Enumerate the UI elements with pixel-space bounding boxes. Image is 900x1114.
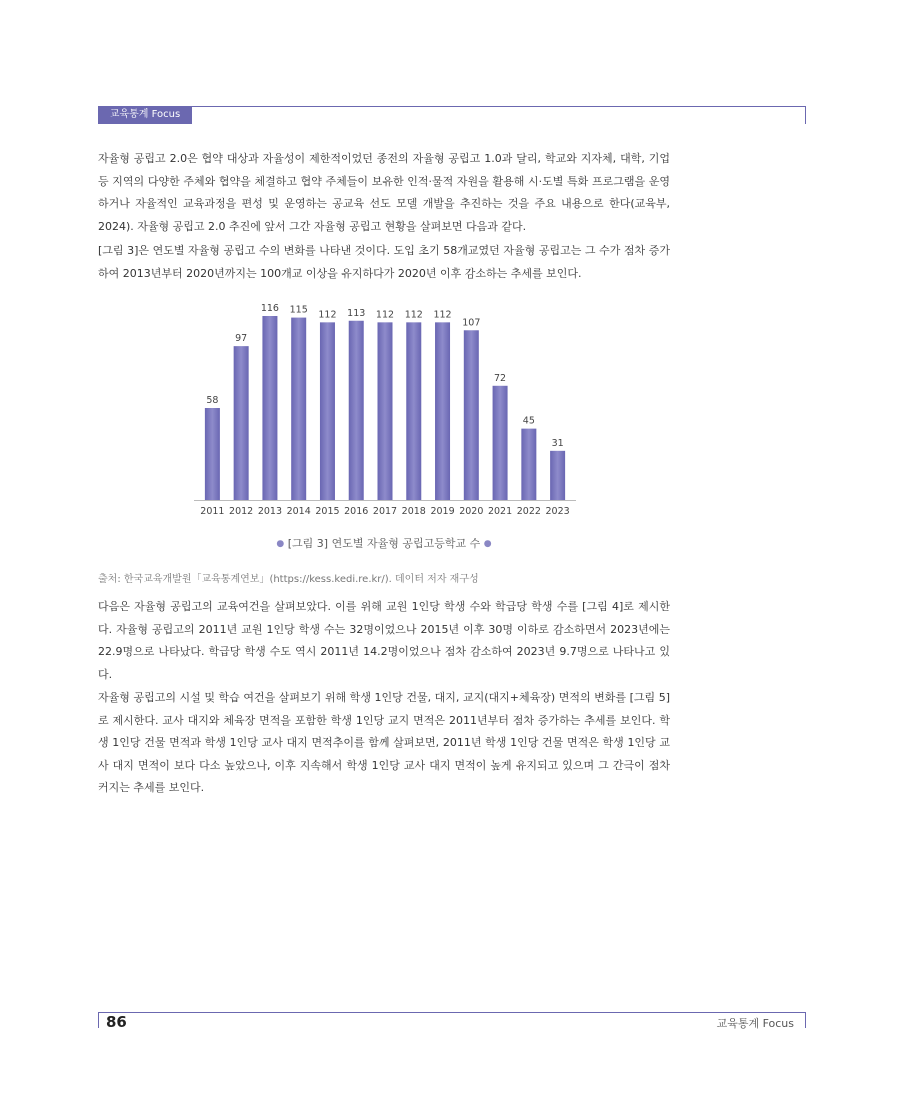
data-label-2019: 112 [433,309,452,321]
bar-2023 [550,451,565,500]
bar-2014 [291,318,306,500]
data-label-2023: 31 [551,437,564,449]
data-label-2015: 112 [318,309,337,321]
body-paragraph-2: [그림 3]은 연도별 자율형 공립고 수의 변화를 나타낸 것이다. 도입 초기 58개교였던 자율형 공립고는 그 수가 점차 증가하여 2013년부터 2020년까지는 100개교 이상을 유지하다가 2020년 이후 감소하는 추세를 보인다. [98,244,670,280]
bar-2017 [378,322,393,500]
x-tick-label-2022: 2022 [516,506,541,517]
bar-2018 [406,322,421,500]
bar-2022 [521,429,536,500]
bar-2013 [262,316,277,500]
caption-bullet-right: ● [483,539,492,549]
x-tick-label-2023: 2023 [545,506,570,517]
body-paragraph-1: 자율형 공립고 2.0은 협약 대상과 자율성이 제한적이었던 종전의 자율형 공립고 1.0과 달리, 학교와 지자체, 대학, 기업 등 지역의 다양한 주체와 협약을 체결하고 협약 주체들이 보유한 인적·물적 자원을 활용해 시·도별 특화 프로그램을 운영하거나 자율적인 교육과정을 편성 및 운영하는 공교육 선도 모델 개발을 추진하는 것을 주요 내용으로 한다(교육부, 2024). 자율형 공립고 2.0 추진에 앞서 그간 자율형 공립고 현황을 살펴보면 다음과 같다. [98,152,670,233]
figure-source: 출처: 한국교육개발원「교육통계연보」(https://kess.kedi.re.kr/). 데이터 저자 재구성 [98,574,479,585]
data-label-2016: 113 [347,307,366,319]
header-rule-end [805,106,806,124]
x-tick-label-2013: 2013 [257,506,283,517]
data-label-2017: 112 [375,309,395,321]
x-tick-label-2012: 2012 [229,506,254,517]
footer-rule-end [805,1012,806,1028]
footer-publication-title: 교육통계 Focus [716,1017,794,1030]
bar-2019 [435,322,450,500]
bar-2012 [234,346,249,500]
body-paragraph-4: 자율형 공립고의 시설 및 학습 여건을 살펴보기 위해 학생 1인당 건물, 대지, 교지(대지+체육장) 면적의 변화를 [그림 5]로 제시한다. 교사 대지와 체육장 면적을 포함한 학생 1인당 교지 면적은 2011년부터 점차 증가하는 추세를 보인다. 학생 1인당 건물 면적과 학생 1인당 교사 대지 면적추이를 함께 살펴보면, 2011년 학생 1인당 건물 면적은 학생 1인당 교사 대지 면적이 보다 다소 높았으나, 이후 지속해서 학생 1인당 교사 대지 면적이 높게 유지되고 있으며 그 간극이 점차 커지는 추세를 보인다. [98,691,670,794]
bar-2016 [349,321,364,500]
data-label-2012: 97 [235,333,248,345]
x-tick-label-2016: 2016 [344,506,369,517]
caption-bullet-left: ● [276,539,285,549]
x-tick-label-2018: 2018 [401,506,426,517]
data-label-2021: 72 [494,372,507,384]
bar-chart-svg [190,292,580,522]
x-tick-label-2019: 2019 [430,506,455,517]
figure-caption [98,535,670,551]
x-tick-label-2014: 2014 [286,506,311,517]
data-label-2013: 116 [260,303,279,314]
x-tick-label-2011: 2011 [200,506,225,517]
header-rule [98,106,806,107]
x-tick-label-2015: 2015 [315,506,340,517]
data-label-2018: 112 [404,309,423,321]
bar-2020 [464,330,479,500]
bar-chart [190,292,580,522]
page-number: 86 [106,1013,127,1031]
header-section-tab: 교육통계 Focus [98,106,192,124]
data-label-2011: 58 [206,395,219,406]
bar-2015 [320,322,335,500]
footer-rule-start [98,1012,99,1028]
bar-2011 [205,408,220,500]
footer-rule [98,1012,806,1013]
bar-2021 [493,386,508,500]
data-label-2022: 45 [522,415,535,427]
x-tick-label-2021: 2021 [487,506,513,517]
x-tick-label-2020: 2020 [459,506,484,517]
body-paragraph-3: 다음은 자율형 공립고의 교육여건을 살펴보았다. 이를 위해 교원 1인당 학생 수와 학급당 학생 수를 [그림 4]로 제시한다. 자율형 공립고의 2011년 교원 1인당 학생 수는 32명이었으나 2015년 이후 30명 이하로 감소하면서 2023년에는 22.9명으로 나타났다. 학급당 학생 수도 역시 2011년 14.2명이었으나 점차 감소하여 2023년 9.7명으로 나타나고 있다. [98,600,670,681]
data-label-2014: 115 [289,304,308,316]
x-tick-label-2017: 2017 [372,506,398,517]
data-label-2020: 107 [462,317,481,329]
figure-caption-text: [그림 3] 연도별 자율형 공립고등학교 수 [287,537,481,550]
